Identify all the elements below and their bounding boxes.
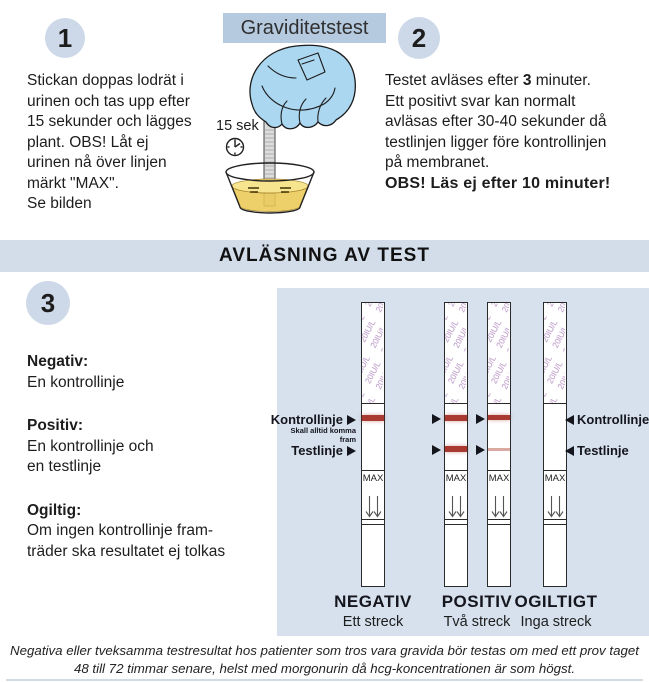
step-number: 3: [40, 287, 56, 318]
test-line-label-left: [277, 443, 356, 458]
flow-direction-arrows-icon: [363, 494, 384, 519]
arrow-right-icon: [476, 414, 485, 424]
control-line: [362, 415, 384, 421]
strip-pattern-area: [488, 303, 510, 404]
page-title: [223, 13, 386, 43]
result-desc-line: Om ingen kontrollinje fram-: [27, 522, 214, 539]
step-2-instructions: [385, 71, 643, 194]
arrow-right-icon: [347, 446, 356, 456]
max-mark: MAX: [544, 470, 566, 493]
result-desc-line: träder ska resultatet ej tolkas: [27, 542, 226, 560]
result-name: NEGATIV: [334, 592, 412, 611]
strip-result-window: [362, 404, 384, 470]
arrow-right-icon: [347, 415, 356, 425]
clock-icon: [227, 139, 244, 156]
footer-note: [0, 642, 649, 677]
step-number: 2: [411, 22, 427, 53]
test-line-label-right: [565, 443, 629, 458]
step-1-line: plant. OBS! Låt ej: [27, 133, 149, 151]
step-number: 1: [57, 22, 73, 53]
step-1-line: Stickan doppas lodrät i: [27, 72, 184, 89]
arrow-right-icon: [476, 445, 485, 455]
result-definition-ogiltig: [27, 501, 267, 563]
result-term: Ogiltig:: [27, 501, 82, 519]
test-strip-positive-faint: [487, 302, 511, 587]
step-3-result-definitions: [27, 352, 267, 585]
strip-handle: [362, 525, 384, 586]
result-desc-line: En kontrollinje: [27, 373, 125, 391]
result-subtitle: Ett streck: [342, 614, 404, 630]
step-2-line: testlinjen ligger före kontrollinjen: [385, 133, 607, 151]
step-2-line: [385, 71, 643, 92]
strip-handle: [445, 525, 467, 586]
result-definition-positiv: [27, 416, 267, 478]
max-mark: MAX: [488, 470, 510, 493]
strip-handle: [544, 525, 566, 586]
strip-result-window: [445, 404, 467, 470]
label-text: Testlinje: [291, 443, 343, 458]
label-text: Kontrollinje: [577, 412, 649, 427]
result-name: POSITIV: [441, 592, 513, 611]
step-2-line-bold: 3: [522, 72, 532, 89]
control-line-label-right: [565, 412, 649, 427]
step-1-number-badge: [45, 18, 85, 58]
control-line-label-left: [270, 412, 356, 427]
result-subtitle: Två streck: [443, 614, 511, 630]
strip-pattern-area: [544, 303, 566, 404]
timer-label: 15 sek: [216, 118, 259, 134]
step-1-line: urinen nå över linjen: [27, 154, 167, 171]
step-2-line-text: minuter.: [531, 72, 591, 89]
test-dipping-illustration: [210, 40, 390, 235]
section-heading: AVLÄSNING AV TEST: [219, 245, 430, 266]
footer-note-line: Negativa eller tveksamma testresultat hos patienter som tros vara gravida bör testas om med ett prov taget: [10, 643, 639, 658]
result-desc-line: En kontrollinje och: [27, 437, 154, 455]
label-text: Kontrollinje: [270, 412, 343, 427]
step-1-line: 15 sekunder och lägges: [27, 113, 192, 130]
arrow-right-icon: [432, 414, 441, 424]
step-2-line-text: Testet avläses efter: [385, 72, 523, 89]
strip-arrows: [488, 493, 510, 520]
control-line-note: Skall alltid komma fram: [290, 426, 356, 444]
gloved-hand: [250, 45, 355, 129]
result-name: OGILTIGT: [514, 592, 598, 611]
result-term: Positiv:: [27, 417, 83, 434]
arrow-right-icon: [432, 445, 441, 455]
strip-arrows: [362, 493, 384, 520]
flow-direction-arrows-icon: [545, 494, 566, 519]
result-definition-negativ: [27, 352, 267, 393]
flow-direction-arrows-icon: [446, 494, 467, 519]
strip-arrows: [544, 493, 566, 520]
faint-test-line: [488, 448, 510, 451]
urine-liquid: [232, 179, 308, 212]
step-2-line: avläsas efter 30-40 sekunder då: [385, 113, 607, 130]
control-line: [488, 415, 510, 420]
flow-direction-arrows-icon: [489, 494, 510, 519]
arrow-left-icon: [565, 446, 574, 456]
arrow-left-icon: [565, 415, 574, 425]
result-desc-line: en testlinje: [27, 458, 102, 475]
test-strip-negative: [361, 302, 385, 587]
step-1-line: märkt "MAX".: [27, 174, 119, 192]
control-line: [445, 415, 467, 421]
step-1-line: urinen och tas upp efter: [27, 92, 190, 110]
result-caption-ogiltigt: [491, 592, 621, 630]
step-3-number-badge: [26, 281, 70, 325]
strip-arrows: [445, 493, 467, 520]
max-mark: MAX: [362, 470, 384, 493]
section-heading-band: [0, 240, 649, 272]
test-reading-panel: [270, 288, 649, 636]
test-strip-invalid: [543, 302, 567, 587]
strip-result-window: [488, 404, 510, 470]
step-2-number-badge: [398, 17, 440, 59]
step-2-line: Ett positivt svar kan normalt: [385, 92, 576, 110]
step-1-line: Se bilden: [27, 195, 92, 212]
result-term: Negativ:: [27, 353, 89, 370]
test-strip-positive-strong: [444, 302, 468, 587]
bottom-divider: [6, 679, 643, 681]
strip-result-window: [544, 404, 566, 470]
step-2-line: på membranet.: [385, 154, 490, 171]
test-line: [445, 446, 467, 452]
strip-pattern-area: [445, 303, 467, 404]
result-subtitle: Inga streck: [520, 614, 592, 630]
footer-note-line: 48 till 72 timmar senare, helst med morgonurin då hcg-koncentrationen är som högst.: [73, 660, 576, 676]
label-text: Testlinje: [577, 443, 629, 458]
step-2-warning: OBS! Läs ej efter 10 minuter!: [385, 174, 611, 192]
strip-handle: [488, 525, 510, 586]
max-mark: MAX: [445, 470, 467, 493]
page-title-text: Graviditetstest: [240, 16, 369, 39]
strip-pattern-area: [362, 303, 384, 404]
